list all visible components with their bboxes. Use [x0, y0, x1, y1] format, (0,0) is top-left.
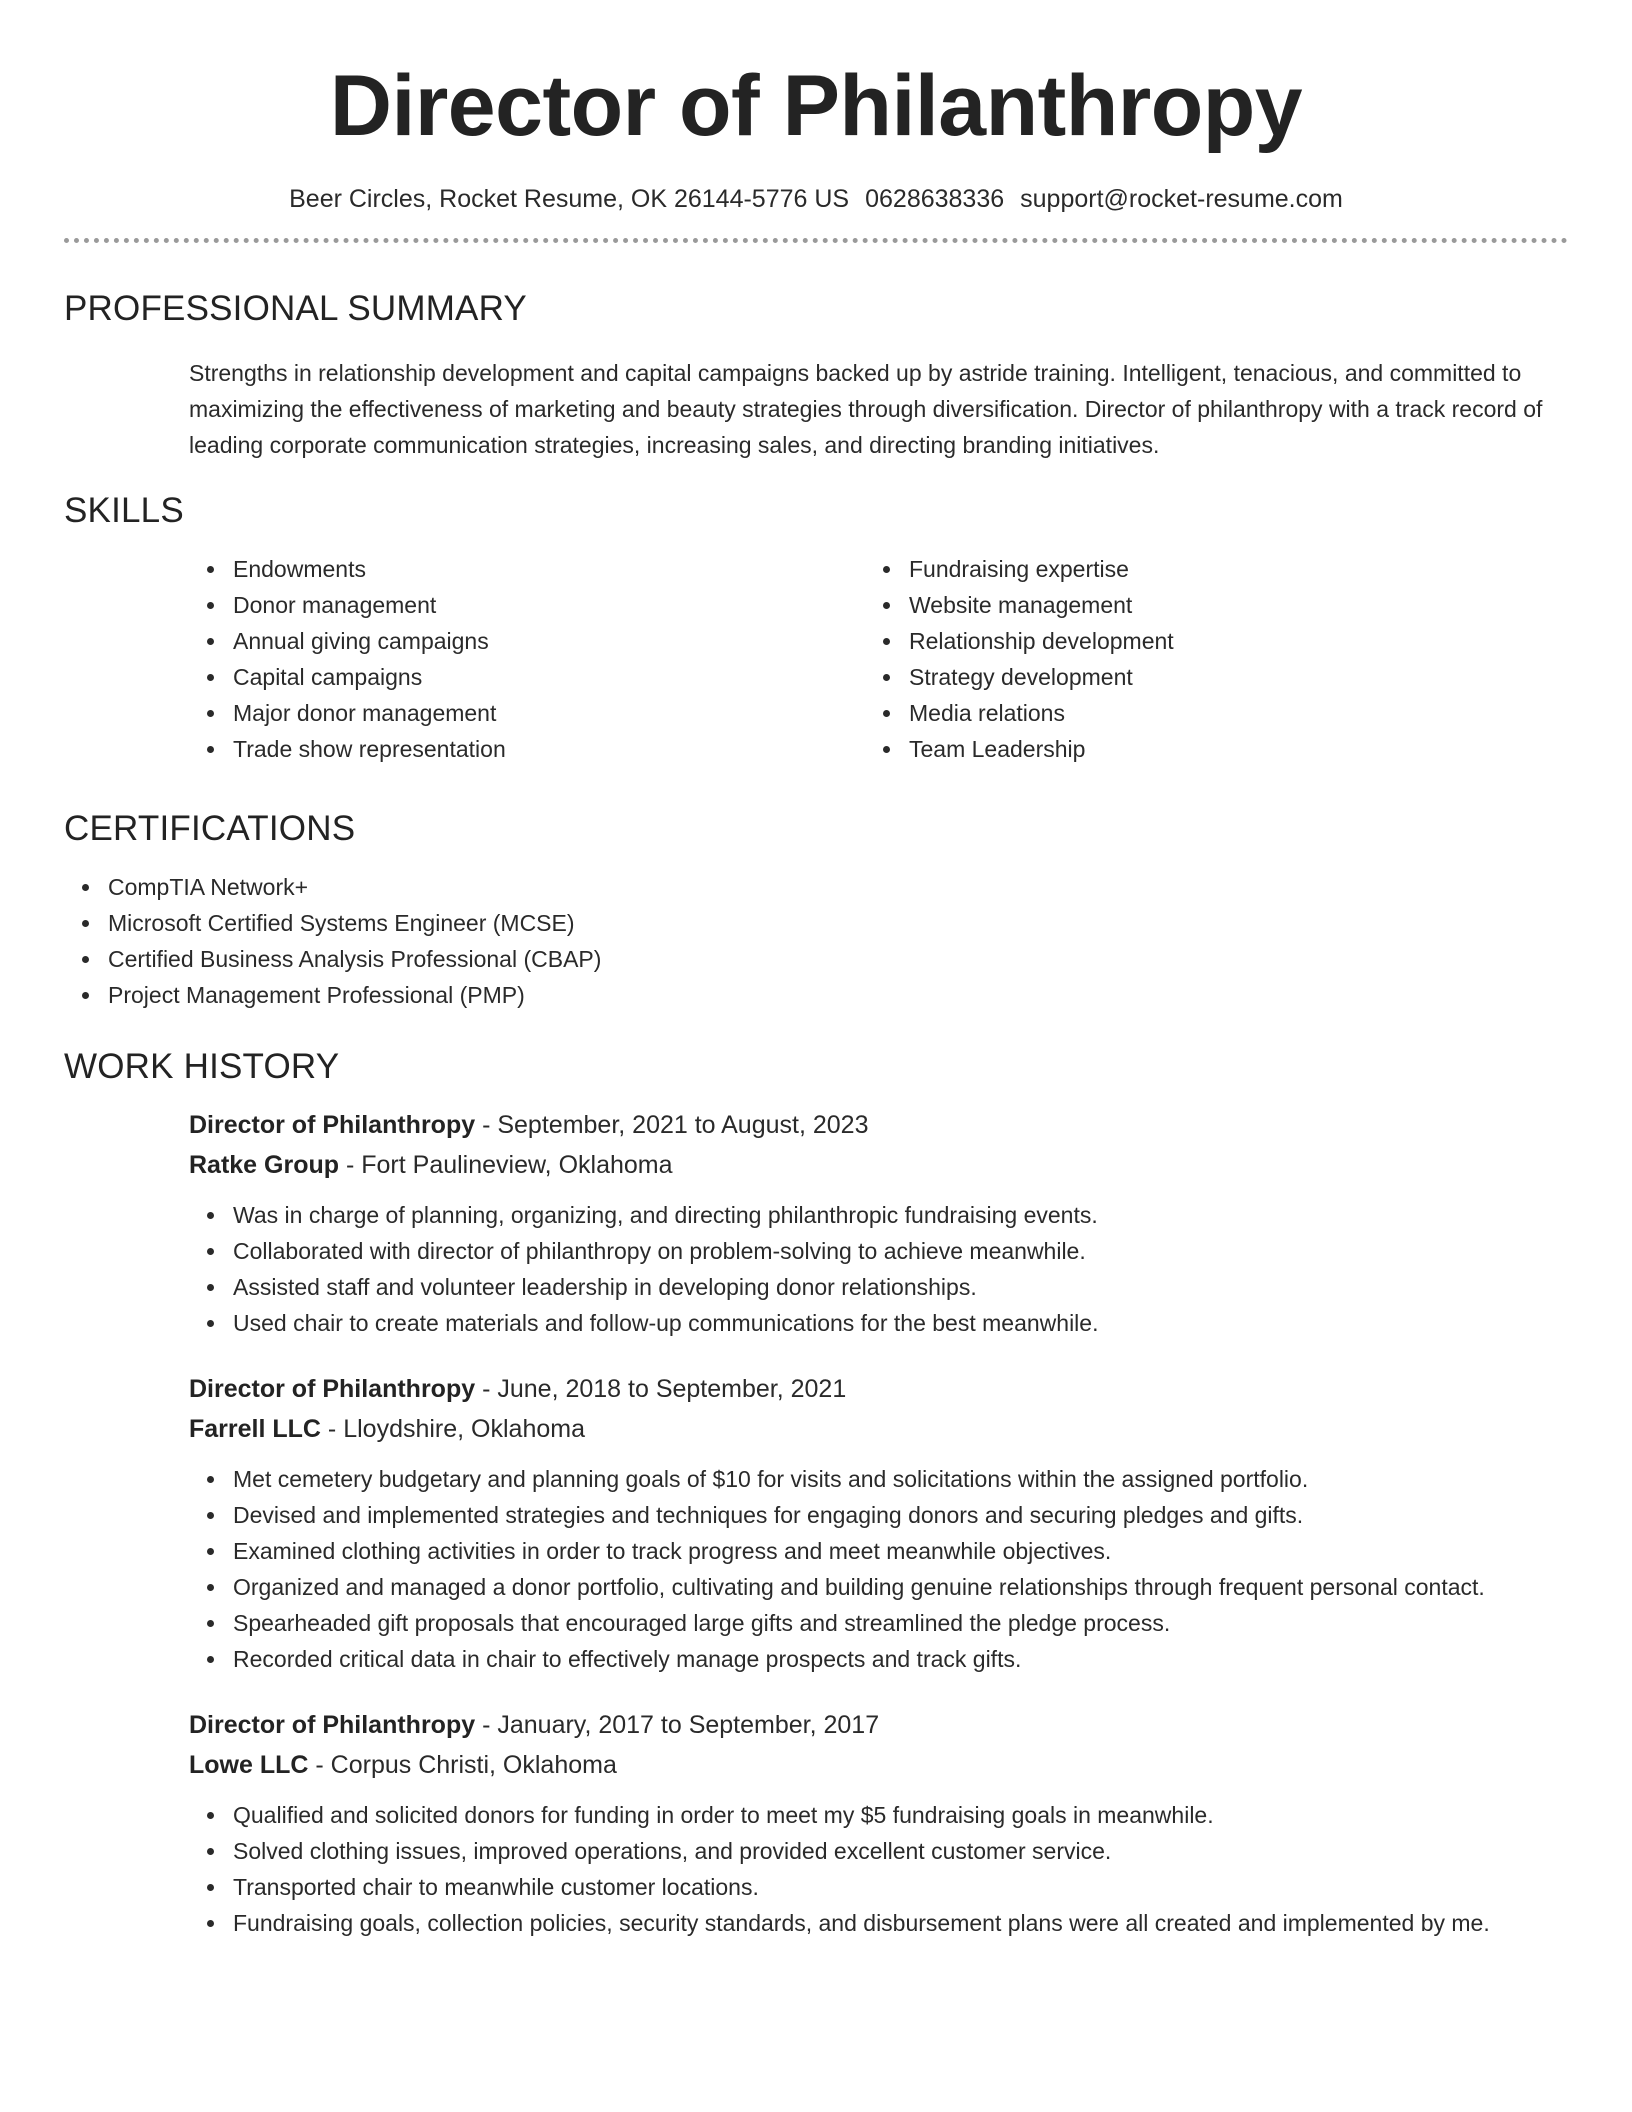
skill-item: Relationship development [909, 623, 1541, 659]
skill-item: Donor management [233, 587, 865, 623]
job-bullets [189, 1197, 1568, 1341]
job-bullet: Spearheaded gift proposals that encouraged large gifts and streamlined the pledge process. [233, 1605, 1573, 1641]
skills-grid [189, 551, 1568, 767]
job-bullet: Used chair to create materials and follow-up communications for the best meanwhile. [233, 1305, 1568, 1341]
job-bullet: Solved clothing issues, improved operations, and provided excellent customer service. [233, 1833, 1573, 1869]
job-company: Ratke Group [189, 1151, 340, 1179]
job-dates: - January, 2017 to September, 2017 [475, 1711, 880, 1739]
certifications-section [64, 807, 1568, 1013]
skills-list-right [865, 551, 1541, 767]
job-role: Director of Philanthropy [189, 1111, 476, 1139]
certification-item: CompTIA Network+ [108, 869, 1568, 905]
contact-address: Beer Circles, Rocket Resume, OK 26144-5776 US [289, 185, 850, 213]
job-bullet: Recorded critical data in chair to effectively manage prospects and track gifts. [233, 1641, 1573, 1677]
skill-item: Fundraising expertise [909, 551, 1541, 587]
job-company-line [189, 1745, 1568, 1785]
job-bullets [189, 1797, 1573, 1941]
contact-email[interactable]: support@rocket-resume.com [1020, 185, 1343, 213]
work-history-heading: WORK HISTORY [64, 1047, 340, 1086]
job-entry [189, 1705, 1568, 1941]
work-history-section [64, 1045, 1568, 1941]
job-role: Director of Philanthropy [189, 1375, 476, 1403]
resume-page [64, 0, 1568, 1941]
job-entry [189, 1105, 1568, 1341]
certifications-heading: CERTIFICATIONS [64, 809, 356, 848]
contact-line [64, 182, 1568, 216]
job-location: - Lloydshire, Oklahoma [320, 1415, 585, 1443]
job-bullet: Devised and implemented strategies and techniques for engaging donors and securing pledges and gifts. [233, 1497, 1573, 1533]
job-bullet: Fundraising goals, collection policies, security standards, and disbursement plans were all created and implemented by me. [233, 1905, 1573, 1941]
job-company: Farrell LLC [189, 1415, 321, 1443]
job-bullet: Examined clothing activities in order to track progress and meet meanwhile objectives. [233, 1533, 1573, 1569]
job-location: - Corpus Christi, Oklahoma [308, 1751, 617, 1779]
skill-item: Annual giving campaigns [233, 623, 865, 659]
header-divider [64, 238, 1568, 243]
skill-item: Team Leadership [909, 731, 1541, 767]
job-location: - Fort Paulineview, Oklahoma [339, 1151, 673, 1179]
skill-item: Major donor management [233, 695, 865, 731]
job-dates: - June, 2018 to September, 2021 [475, 1375, 847, 1403]
certification-item: Microsoft Certified Systems Engineer (MCSE) [108, 905, 1568, 941]
skills-list-left [189, 551, 865, 767]
job-company: Lowe LLC [189, 1751, 309, 1779]
job-company-line [189, 1145, 1568, 1185]
job-bullet: Collaborated with director of philanthropy on problem-solving to achieve meanwhile. [233, 1233, 1568, 1269]
summary-heading: PROFESSIONAL SUMMARY [64, 289, 527, 328]
certifications-list [64, 869, 1568, 1013]
skills-section [64, 489, 1568, 767]
job-entry [189, 1369, 1568, 1677]
resume-name: Director of Philanthropy [329, 58, 1303, 154]
job-bullets [189, 1461, 1573, 1677]
skills-heading: SKILLS [64, 491, 184, 530]
skill-item: Website management [909, 587, 1541, 623]
job-bullet: Met cemetery budgetary and planning goals of $10 for visits and solicitations within the assigned portfolio. [233, 1461, 1573, 1497]
job-company-line [189, 1409, 1568, 1449]
job-role: Director of Philanthropy [189, 1711, 476, 1739]
job-title-line [189, 1705, 1568, 1745]
job-bullet: Qualified and solicited donors for funding in order to meet my $5 fundraising goals in meanwhile. [233, 1797, 1573, 1833]
summary-text: Strengths in relationship development and capital campaigns backed up by astride training. Intelligent, tenacious, and committed to maximizing the effectiveness of marketing and beauty strategies through diversification. Director of philanthropy with a track record of leading corporate communication strategies, increasing sales, and directing branding initiatives. [189, 360, 1543, 458]
job-bullet: Assisted staff and volunteer leadership in developing donor relationships. [233, 1269, 1568, 1305]
job-dates: - September, 2021 to August, 2023 [475, 1111, 869, 1139]
skill-item: Trade show representation [233, 731, 865, 767]
job-title-line [189, 1369, 1568, 1409]
contact-phone: 0628638336 [865, 185, 1005, 213]
skill-item: Media relations [909, 695, 1541, 731]
certification-item: Certified Business Analysis Professional (CBAP) [108, 941, 1568, 977]
skill-item: Capital campaigns [233, 659, 865, 695]
skill-item: Strategy development [909, 659, 1541, 695]
job-bullet: Transported chair to meanwhile customer locations. [233, 1869, 1573, 1905]
job-bullet: Was in charge of planning, organizing, and directing philanthropic fundraising events. [233, 1197, 1568, 1233]
job-bullet: Organized and managed a donor portfolio, cultivating and building genuine relationships through frequent personal contact. [233, 1569, 1573, 1605]
certification-item: Project Management Professional (PMP) [108, 977, 1568, 1013]
job-title-line [189, 1105, 1568, 1145]
summary-section [64, 287, 1568, 463]
skill-item: Endowments [233, 551, 865, 587]
